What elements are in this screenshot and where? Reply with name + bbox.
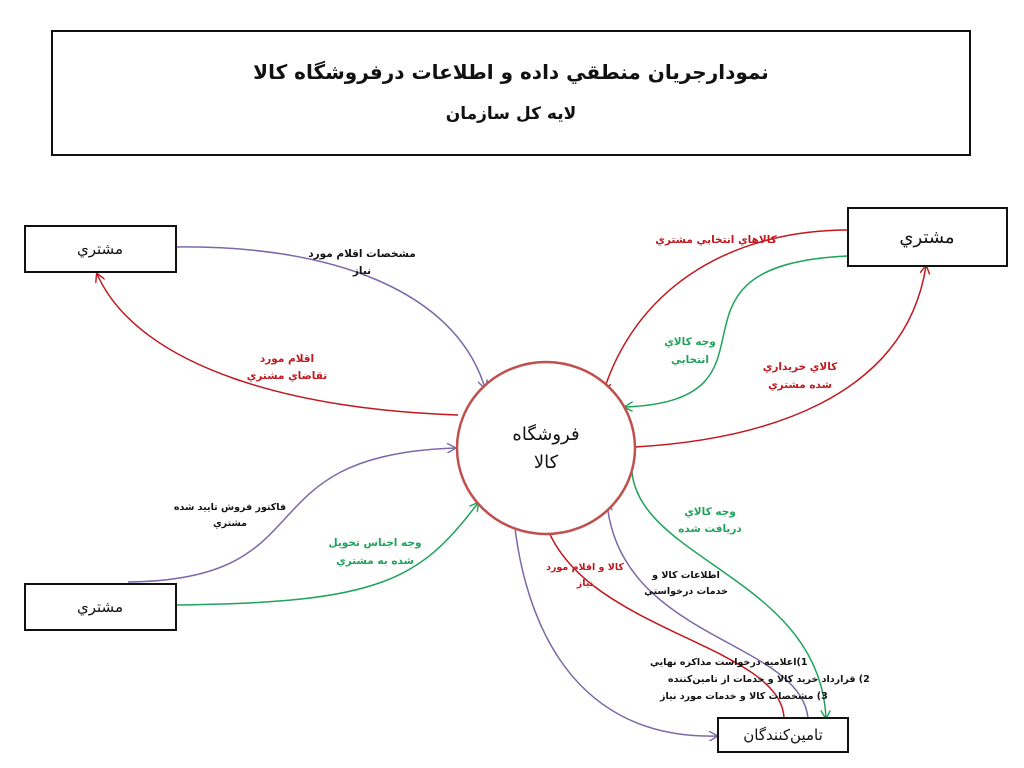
flow-goods-and-items bbox=[541, 505, 784, 718]
label-received-goods-payment-l2: دريافت شده bbox=[678, 523, 742, 535]
label-purchased-goods-l2: شده مشتري bbox=[768, 379, 832, 391]
label-received-goods-payment-l1: وجه كالاي bbox=[684, 506, 736, 518]
label-purchased-goods-l1: كالاي خريداري bbox=[762, 361, 838, 373]
label-supplier-documents-l2: 2) قرارداد خريد كالا و خدمات از تامين‌كننده bbox=[668, 674, 870, 685]
entity-customer-bottom-left-label: مشتري bbox=[77, 598, 123, 616]
label-sales-invoice-l1: فاكتور فروش تاييد شده bbox=[173, 502, 287, 513]
flow-goods-services-info bbox=[607, 503, 808, 718]
label-sales-invoice-l2: مشتري bbox=[212, 518, 248, 529]
entity-customer-top-right-label: مشتري bbox=[899, 227, 955, 248]
process-label-line2: كالا bbox=[533, 452, 559, 473]
label-selected-goods: كالاهاي انتخابي مشتري bbox=[655, 234, 777, 246]
label-items-requested-l2: تقاضاي مشتري bbox=[246, 370, 328, 382]
label-goods-services-info-l2: خدمات درخواستي bbox=[644, 586, 728, 597]
label-goods-services-info-l1: اطلاعات كالا و bbox=[652, 570, 720, 581]
label-goods-and-items-l1: كالا و اقلام مورد bbox=[546, 562, 624, 573]
label-goods-and-items-l2: نياز bbox=[576, 578, 594, 589]
label-selected-goods-payment-l2: انتخابي bbox=[671, 354, 709, 366]
process-store bbox=[457, 362, 635, 534]
label-items-requested-l1: اقلام مورد bbox=[259, 353, 315, 365]
label-specs-needed-l2: نياز bbox=[352, 265, 372, 277]
diagram-subtitle: لايه كل سازمان bbox=[445, 104, 577, 124]
flow-items-requested bbox=[97, 274, 458, 415]
label-specs-needed-l1: مشخصات اقلام مورد bbox=[308, 248, 416, 260]
entity-suppliers-label: تامين‌كنندگان bbox=[743, 726, 823, 744]
diagram-title: نمودارجريان منطقي داده و اطلاعات درفروشگاه كالا bbox=[253, 60, 769, 84]
label-delivered-goods-payment-l2: شده به مشتري bbox=[336, 555, 414, 567]
label-delivered-goods-payment-l1: وجه اجناس تحويل bbox=[328, 537, 422, 549]
label-supplier-documents-l1: 1)اعلاميه درخواست مذاكره نهايي bbox=[650, 657, 808, 668]
label-supplier-documents-l3: 3) مشخصات كالا و خدمات مورد نياز bbox=[660, 691, 828, 702]
flow-specs-needed bbox=[176, 247, 485, 388]
label-selected-goods-payment-l1: وجه كالاي bbox=[664, 336, 716, 348]
entity-customer-top-left-label: مشتري bbox=[77, 240, 123, 258]
process-label-line1: فروشگاه bbox=[512, 424, 580, 445]
